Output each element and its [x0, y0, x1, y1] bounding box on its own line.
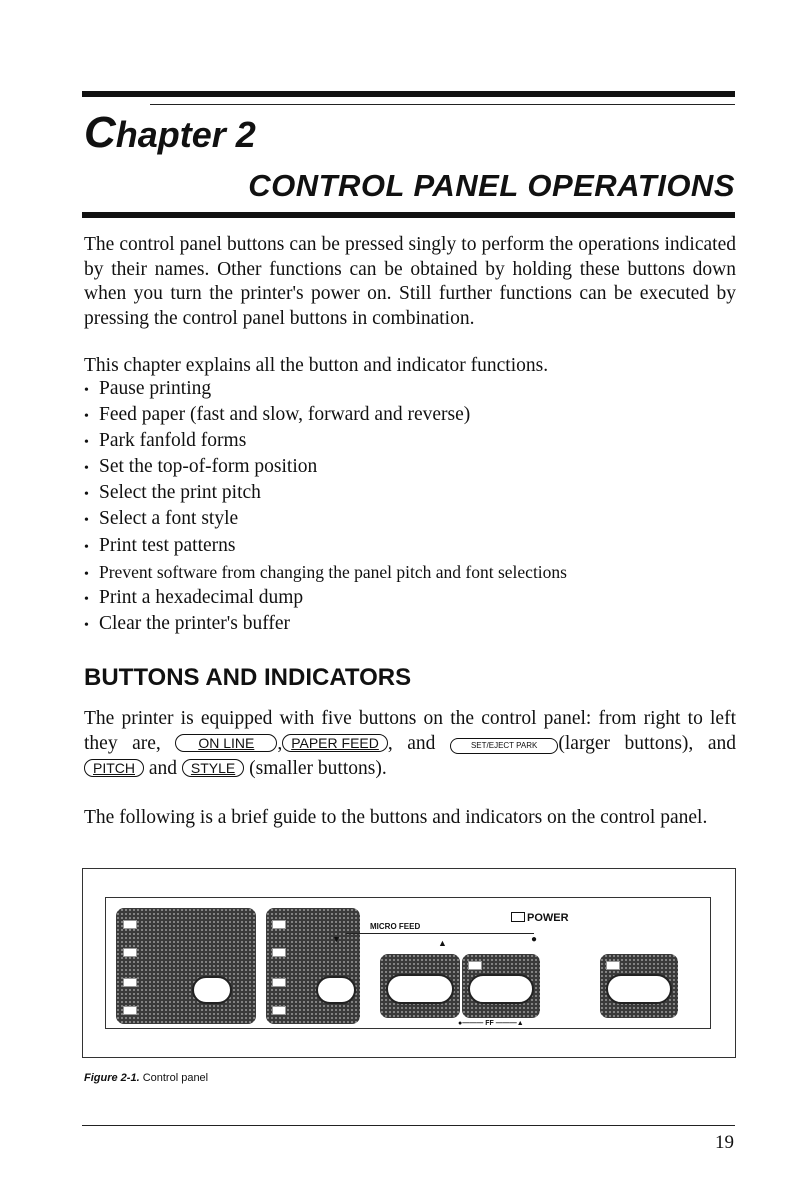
indicator-led [272, 978, 286, 987]
indicator-led [123, 948, 137, 957]
pitch-button[interactable] [192, 976, 232, 1004]
list-item: • Clear the printer's buffer [84, 611, 567, 637]
explains-paragraph: This chapter explains all the button and indicator functions. [84, 355, 549, 376]
indicator-led [272, 920, 286, 929]
up-arrow-icon: ▲ [438, 938, 447, 948]
power-indicator: POWER [511, 912, 569, 924]
control-panel-figure [82, 868, 736, 1058]
chapter-rule [150, 104, 735, 105]
function-list [84, 376, 567, 637]
panel-outline [105, 897, 711, 1029]
chapter-title: CONTROL PANEL OPERATIONS [248, 168, 735, 203]
set-eject-button[interactable] [468, 974, 534, 1004]
list-item: • Prevent software from changing the panel pitch and font selections [84, 559, 567, 585]
list-item: • Select a font style [84, 506, 567, 532]
footer-rule [82, 1125, 735, 1126]
indicator-led [123, 920, 137, 929]
page-number: 19 [715, 1132, 734, 1153]
online-button[interactable] [606, 974, 672, 1004]
list-item: • Print a hexadecimal dump [84, 585, 567, 611]
section-heading: BUTTONS AND INDICATORS [84, 664, 412, 691]
intro-paragraph: The control panel buttons can be pressed singly to perform the operations indicated by their names. Other functions can be obtained by holding these buttons down when you turn the printer's power on. Still further functions can be executed by pressing the control panel buttons in combination. [84, 234, 736, 329]
indicator-led [272, 1006, 286, 1015]
indicator-led [606, 961, 620, 970]
micro-feed-line [346, 933, 534, 934]
indicator-led [123, 978, 137, 987]
indicator-led [468, 961, 482, 970]
micro-feed-label: MICRO FEED [370, 922, 421, 931]
list-item: • Pause printing [84, 376, 567, 402]
indicator-led [272, 948, 286, 957]
list-item: • Park fanfold forms [84, 428, 567, 454]
list-item: • Select the print pitch [84, 480, 567, 506]
pitch-block [116, 908, 256, 1024]
pitch-button-glyph: PITCH [84, 759, 144, 777]
style-block [266, 908, 360, 1024]
paper-feed-button-glyph: PAPER FEED [282, 734, 388, 752]
down-arrow-icon: ▼ [332, 934, 341, 944]
buttons-paragraph: The printer is equipped with five buttons on the control panel: from right to left they are, ON LINE , PAPER FEED , and SET/EJECT PARK (larger buttons), and PITCH and STYLE (smaller buttons). [84, 708, 736, 779]
ff-label: ●——— FF ———▲ [458, 1020, 524, 1027]
style-button[interactable] [316, 976, 356, 1004]
guide-paragraph: The following is a brief guide to the buttons and indicators on the control panel. [84, 807, 708, 828]
chapter-label: Chapter 2 [84, 108, 256, 157]
style-button-glyph: STYLE [182, 759, 244, 777]
list-item: • Print test patterns [84, 533, 567, 559]
top-rule [82, 91, 735, 97]
online-button-glyph: ON LINE [175, 734, 277, 752]
list-item: • Feed paper (fast and slow, forward and reverse) [84, 402, 567, 428]
title-rule [82, 212, 735, 218]
set-eject-button-glyph: SET/EJECT PARK [450, 738, 558, 754]
paper-feed-block [380, 954, 460, 1018]
set-eject-block [462, 954, 540, 1018]
indicator-led [123, 1006, 137, 1015]
paper-feed-button[interactable] [386, 974, 454, 1004]
list-item: • Set the top-of-form position [84, 454, 567, 480]
dot-icon: ● [531, 934, 538, 945]
figure-caption: Figure 2-1. Control panel [84, 1072, 209, 1084]
power-led [511, 912, 525, 922]
online-block [600, 954, 678, 1018]
